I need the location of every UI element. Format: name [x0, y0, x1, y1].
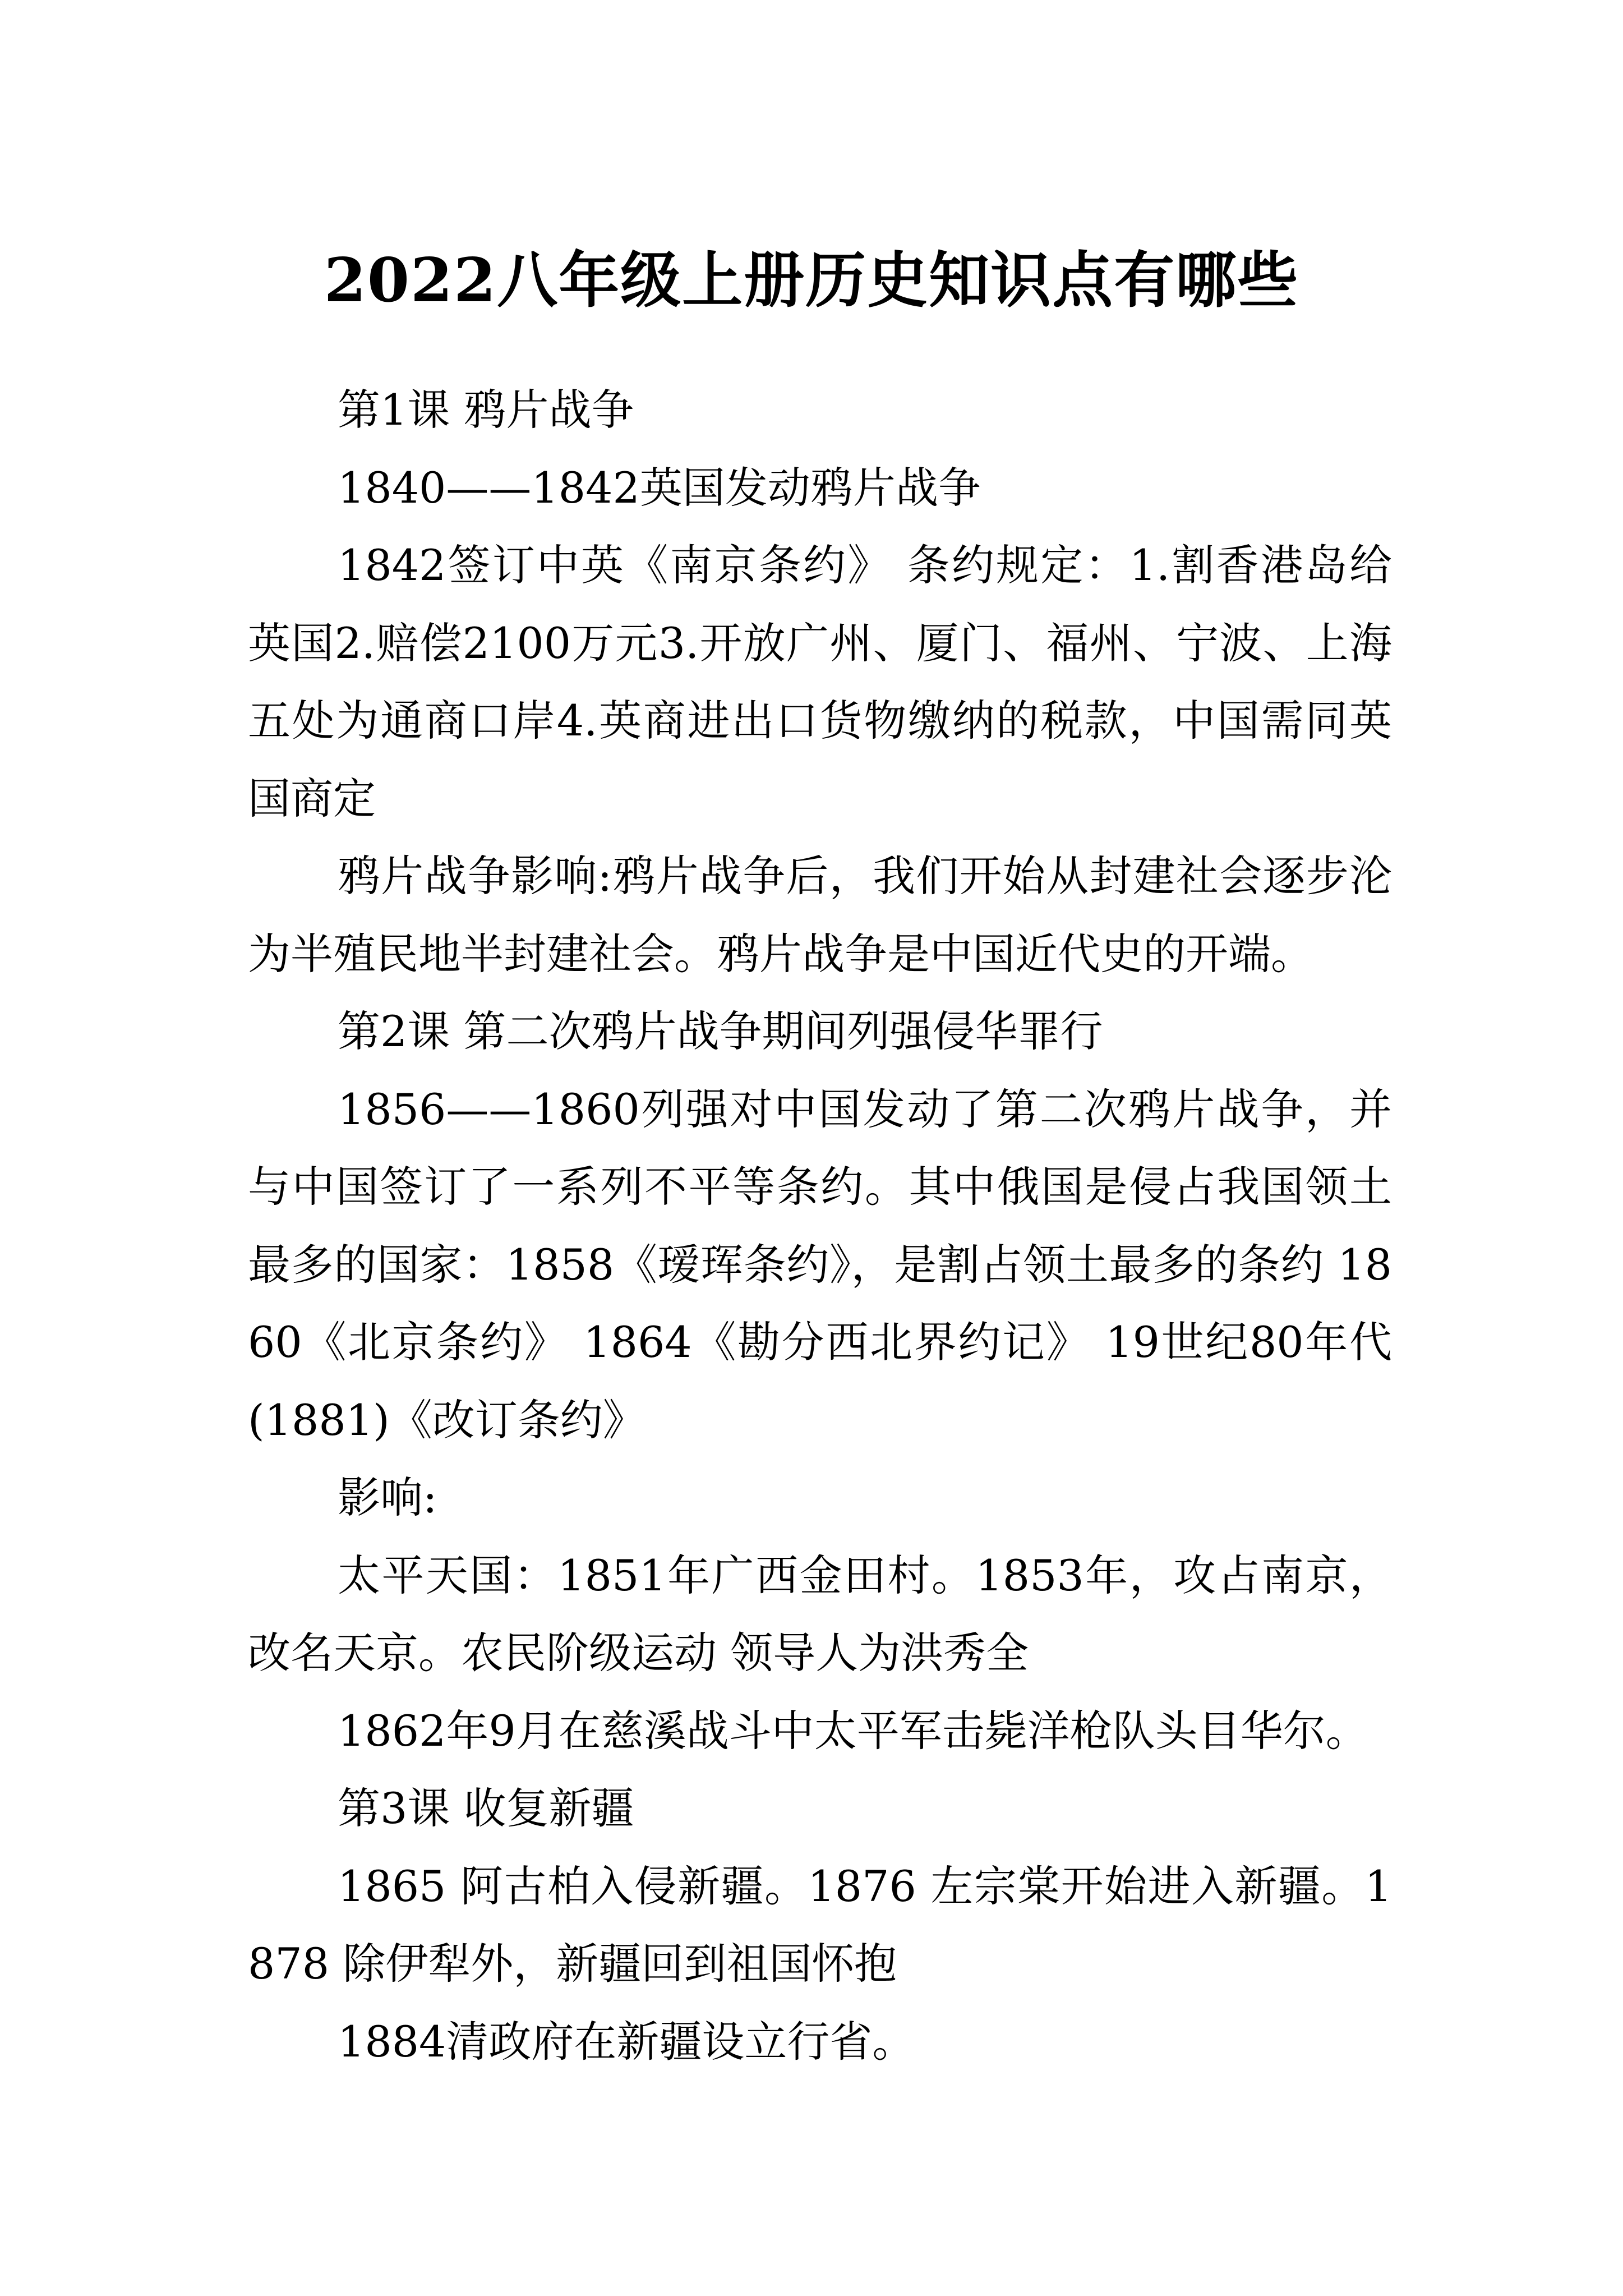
paragraph: 1842签订中英《南京条约》 条约规定：1.割香港岛给英国2.赔偿2100万元3.开放广州、厦门、福州、宁波、上海五处为通商口岸4.英商进出口货物缴纳的税款，中国需同英国商定 [248, 540, 1392, 823]
paragraph: 影响: [338, 1473, 437, 1522]
paragraph: 1862年9月在慈溪战斗中太平军击毙洋枪队头目华尔。 [338, 1705, 1368, 1756]
paragraph: 鸦片战争影响:鸦片战争后，我们开始从封建社会逐步沦为半殖民地半封建社会。鸦片战争是中国近代史的开端。 [248, 851, 1392, 979]
paragraph: 1856——1860列强对中国发动了第二次鸦片战争，并与中国签订了一系列不平等条约。其中俄国是侵占我国领土最多的国家：1858《瑷珲条约》，是割占领土最多的条约 1860《北京条约》 1864《勘分西北界约记》 19世纪80年代(1881)《改订条约》 [248, 1084, 1392, 1445]
paragraph: 1865 阿古柏入侵新疆。1876 左宗棠开始进入新疆。1878 除伊犁外，新疆回到祖国怀抱 [248, 1861, 1392, 1989]
paragraph: 第2课 第二次鸦片战争期间列强侵华罪行 [338, 1006, 1103, 1056]
paragraph: 1840——1842英国发动鸦片战争 [338, 462, 981, 513]
paragraph: 第3课 收复新疆 [338, 1783, 634, 1833]
document-body [248, 371, 1392, 2081]
document-title: 2022八年级上册历史知识点有哪些 [324, 245, 1299, 316]
paragraph: 太平天国：1851年广西金田村。1853年，攻占南京，改名天京。农民阶级运动 领导人为洪秀全 [248, 1550, 1392, 1678]
paragraph: 第1课 鸦片战争 [338, 385, 634, 435]
paragraph: 1884清政府在新疆设立行省。 [338, 2016, 915, 2067]
